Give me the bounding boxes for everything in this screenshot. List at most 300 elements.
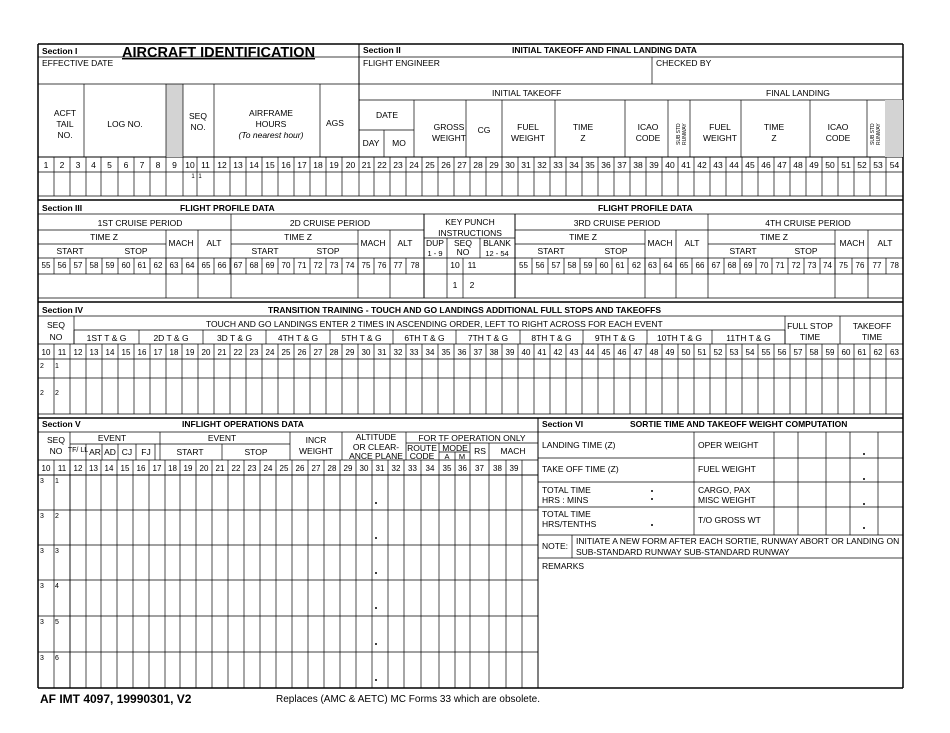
form-label: 11TH T & G [726, 333, 771, 343]
form-label: STOP [794, 246, 818, 256]
form-label: INSTRUCTIONS [438, 228, 502, 238]
form-label: 3D T & G [216, 333, 253, 343]
column-number: 15 [120, 464, 130, 473]
column-number: 30 [361, 348, 371, 357]
column-number: 1 [43, 160, 49, 170]
form-label: HRS/TENTHS [542, 519, 597, 529]
form-label: SUB STD [870, 123, 876, 145]
column-number: 78 [890, 261, 899, 270]
form-label: AR [89, 447, 101, 457]
form-label: DATE [375, 110, 399, 120]
decimal-dot [651, 490, 653, 492]
form-label: NOTE: [542, 541, 568, 551]
section-label: Section I [42, 46, 78, 56]
form-label: MACH [839, 238, 865, 248]
form-label: 3 [40, 478, 44, 485]
form-label: MISC WEIGHT [698, 495, 756, 505]
column-number: 2 [59, 160, 65, 170]
decimal-dot [863, 503, 865, 505]
column-number: 35 [585, 160, 595, 170]
column-number: 73 [329, 261, 339, 270]
column-number: 8 [155, 160, 161, 170]
column-number: 30 [359, 464, 369, 473]
column-number: 37 [617, 160, 627, 170]
column-number: 21 [217, 348, 227, 357]
form-label: 9TH T & G [594, 333, 636, 343]
column-number: 34 [425, 464, 435, 473]
form-label: INCR [305, 435, 327, 445]
column-number: 38 [633, 160, 643, 170]
form-label: TOUCH AND GO LANDINGS ENTER 2 TIMES IN ASCENDING ORDER, LEFT TO RIGHT ACROSS FOR EACH EVENT [206, 319, 663, 329]
form-label: HOURS [255, 119, 287, 129]
column-number: 46 [761, 160, 771, 170]
form-label: RS [474, 446, 486, 456]
form-label: 1 [452, 280, 458, 290]
form-label: WEIGHT [703, 133, 737, 143]
form-label: CODE [825, 133, 851, 143]
form-label: NO. [57, 130, 73, 140]
column-number: 22 [233, 348, 243, 357]
form-label: MO [392, 138, 406, 148]
column-number: 21 [361, 160, 372, 170]
column-number: 75 [839, 261, 848, 270]
form-label: SEQ [454, 238, 472, 248]
column-number: 45 [601, 348, 611, 357]
column-number: 17 [152, 464, 162, 473]
column-number: 47 [777, 160, 787, 170]
form-label: 5TH T & G [341, 333, 382, 343]
form-label: TIME [572, 122, 594, 132]
column-number: 50 [681, 348, 691, 357]
column-number: 39 [509, 464, 519, 473]
section-label: Section VI [542, 419, 584, 429]
column-number: 36 [601, 160, 611, 170]
column-number: 58 [567, 261, 577, 270]
form-label: FLIGHT ENGINEER [363, 58, 440, 68]
column-number: 13 [233, 160, 243, 170]
column-number: 65 [201, 261, 211, 270]
form-label: 3 [55, 548, 59, 555]
form-label: LANDING TIME (Z) [542, 440, 616, 450]
form-label: 2D T & G [153, 333, 189, 343]
column-number: 36 [458, 464, 467, 473]
column-number: 48 [793, 160, 803, 170]
form-label: REMARKS [542, 561, 585, 571]
form-label: 4TH T & G [277, 333, 319, 343]
form-label: WEIGHT [432, 133, 466, 143]
form-label: TAKEOFF [852, 321, 892, 331]
form-label: TIME Z [569, 232, 597, 242]
form-id: AF IMT 4097, 19990301, V2 [40, 692, 192, 706]
column-number: 23 [247, 464, 257, 473]
form-label: FJ [141, 447, 151, 457]
column-number: 41 [537, 348, 547, 357]
column-number: 64 [185, 261, 195, 270]
column-number: 77 [872, 261, 882, 270]
form-label: 2D CRUISE PERIOD [289, 218, 371, 228]
column-number: 11 [57, 464, 67, 473]
column-number: 43 [713, 160, 723, 170]
column-number: 60 [599, 261, 609, 270]
column-number: 72 [791, 261, 801, 270]
form-label: FUEL [709, 122, 731, 132]
column-number: 33 [409, 348, 419, 357]
form-label: SEQ [189, 111, 207, 121]
form-label: START [176, 447, 204, 457]
column-number: 74 [345, 261, 355, 270]
form-label: 1 - 9 [427, 249, 443, 258]
column-number: 52 [857, 160, 867, 170]
column-number: 46 [617, 348, 627, 357]
form-label: FULL STOP [787, 321, 833, 331]
form-label: SUB STD [676, 123, 682, 145]
form-label: TIME [861, 332, 883, 342]
column-number: 24 [265, 348, 275, 357]
form-label: STOP [124, 246, 148, 256]
decimal-dot [375, 537, 377, 539]
form-label: CHECKED BY [656, 58, 712, 68]
column-number: 13 [89, 348, 99, 357]
form-label: CARGO, PAX [698, 485, 751, 495]
column-number: 29 [345, 348, 355, 357]
column-number: 60 [841, 348, 851, 357]
form-label: FINAL LANDING [766, 88, 830, 98]
form-label: WEIGHT [299, 446, 333, 456]
form-label: 6TH T & G [404, 333, 445, 343]
form-label: 6 [55, 655, 59, 662]
form-label: 2 [40, 390, 44, 397]
column-number: 51 [841, 160, 851, 170]
column-number: 68 [249, 261, 259, 270]
section-title: AIRCRAFT IDENTIFICATION [122, 45, 316, 61]
column-number: 28 [473, 160, 483, 170]
form-label: T/O GROSS WT [698, 515, 761, 525]
column-number: 44 [585, 348, 595, 357]
section-title: INITIAL TAKEOFF AND FINAL LANDING DATA [512, 45, 697, 55]
column-number: 26 [297, 348, 307, 357]
form-label: CJ [121, 447, 133, 457]
form-label: TF/ LL [67, 447, 89, 454]
column-number: 30 [505, 160, 515, 170]
form-label: AGS [326, 118, 344, 128]
column-number: 32 [393, 348, 403, 357]
column-number: 61 [137, 261, 147, 270]
column-number: 38 [489, 348, 499, 357]
column-number: 24 [263, 464, 273, 473]
column-number: 78 [410, 261, 420, 270]
form-label: TOTAL TIME [542, 485, 591, 495]
column-number: 73 [807, 261, 817, 270]
section-label: Section III [42, 203, 83, 213]
form-label: SUB-STANDARD RUNWAY SUB-STANDARD RUNWAY [576, 547, 790, 557]
column-number: 65 [679, 261, 689, 270]
form-label: NO [456, 247, 470, 257]
form-label: STOP [316, 246, 340, 256]
form-label: TOTAL TIME [542, 509, 591, 519]
column-number: 77 [393, 261, 403, 270]
form-label: 11 [467, 260, 477, 270]
column-number: 42 [553, 348, 563, 357]
column-number: 4 [91, 160, 96, 170]
column-number: 12 [73, 464, 83, 473]
form-label: MACH [360, 238, 386, 248]
column-number: 7 [139, 160, 145, 170]
form-label: 3 [40, 619, 44, 626]
column-number: 19 [329, 160, 339, 170]
form-label: START [537, 246, 565, 256]
column-number: 20 [201, 348, 211, 357]
column-number: 35 [441, 348, 451, 357]
column-number: 20 [199, 464, 209, 473]
form-label: MACH [500, 446, 526, 456]
column-number: 3 [75, 160, 81, 170]
form-label: 3 [40, 655, 44, 662]
column-number: 24 [409, 160, 419, 170]
decimal-dot [651, 498, 653, 500]
form-label: INITIAL TAKEOFF [492, 88, 562, 98]
column-number: 56 [57, 261, 67, 270]
form-label: MACH [647, 238, 673, 248]
form-label: TAKE OFF TIME (Z) [542, 464, 619, 474]
column-number: 32 [537, 160, 547, 170]
column-number: 36 [457, 348, 467, 357]
form-label: ICAO [637, 122, 659, 132]
column-number: 22 [231, 464, 241, 473]
form-label: EVENT [97, 433, 127, 443]
form-label: AIRFRAME [249, 108, 293, 118]
form-label: EVENT [207, 433, 237, 443]
column-number: 63 [169, 261, 179, 270]
column-number: 57 [793, 348, 803, 357]
form-label: 2 [55, 513, 59, 520]
column-number: 59 [583, 261, 593, 270]
column-number: 64 [663, 261, 673, 270]
column-number: 39 [505, 348, 515, 357]
form-label: 5 [55, 619, 59, 626]
column-number: 15 [265, 160, 275, 170]
column-number: 59 [825, 348, 835, 357]
column-number: 14 [104, 464, 114, 473]
form-label: ANCE PLANE [349, 451, 403, 461]
column-number: 61 [615, 261, 625, 270]
form-label: ICAO [827, 122, 849, 132]
column-number: 49 [809, 160, 819, 170]
column-number: 58 [809, 348, 819, 357]
column-number: 70 [281, 261, 291, 270]
column-number: 50 [825, 160, 835, 170]
column-number: 16 [281, 160, 291, 170]
form-label: MODE [442, 443, 468, 453]
form-label: 1ST T & G [86, 333, 127, 343]
column-number: 10 [41, 348, 51, 357]
column-number: 49 [665, 348, 675, 357]
section-label: Section II [363, 45, 401, 55]
form-label: START [56, 246, 84, 256]
column-number: 52 [713, 348, 723, 357]
form-label: TIME Z [90, 232, 118, 242]
form-label: 3 [40, 583, 44, 590]
form-label: TIME Z [284, 232, 312, 242]
form-label: 1 [55, 478, 59, 485]
column-number: 67 [711, 261, 721, 270]
column-number: 63 [890, 348, 899, 357]
form-label: 1 [55, 363, 59, 370]
column-number: 23 [393, 160, 403, 170]
form-label: ALT [877, 238, 893, 248]
form-label: START [251, 246, 279, 256]
column-number: 33 [553, 160, 563, 170]
form-label: GROSS [433, 122, 465, 132]
form-label: ALT [684, 238, 700, 248]
decimal-dot [651, 524, 653, 526]
column-number: 28 [329, 348, 339, 357]
column-number: 19 [183, 464, 193, 473]
form-label: AD [104, 447, 116, 457]
column-number: 33 [408, 464, 417, 473]
section-title: FLIGHT PROFILE DATA [180, 203, 275, 213]
column-number: 32 [391, 464, 401, 473]
column-number: 54 [889, 160, 900, 170]
section-label: Section IV [42, 305, 84, 315]
section-title: INFLIGHT OPERATIONS DATA [182, 419, 304, 429]
section-title: FLIGHT PROFILE DATA [598, 203, 693, 213]
column-number: 53 [729, 348, 739, 357]
column-number: 37 [475, 464, 484, 473]
form-label: STOP [604, 246, 628, 256]
column-number: 69 [743, 261, 753, 270]
form-label: MACH [168, 238, 194, 248]
column-number: 76 [377, 261, 387, 270]
column-number: 39 [649, 160, 659, 170]
column-number: 40 [521, 348, 531, 357]
column-number: 14 [105, 348, 115, 357]
form-label: SEQ [47, 435, 65, 445]
form-label: 1ST CRUISE PERIOD [97, 218, 183, 228]
form-label: OPER WEIGHT [698, 440, 759, 450]
form-label: LOG NO. [107, 119, 143, 129]
column-number: 59 [105, 261, 115, 270]
column-number: 29 [489, 160, 499, 170]
column-number: 66 [695, 261, 705, 270]
form-label: RUNWAY [876, 123, 882, 145]
column-number: 5 [107, 160, 112, 170]
form-label: DAY [362, 138, 380, 148]
form-label: 4TH CRUISE PERIOD [765, 218, 851, 228]
form-label: START [729, 246, 757, 256]
column-number: 45 [745, 160, 755, 170]
form-label: CODE [409, 451, 435, 461]
form-label: M [458, 452, 466, 461]
column-number: 17 [297, 160, 307, 170]
column-number: 34 [425, 348, 435, 357]
decimal-dot [375, 607, 377, 609]
column-number: 42 [697, 160, 707, 170]
form-label: 12 - 54 [485, 249, 509, 258]
column-number: 22 [377, 160, 387, 170]
column-number: 11 [201, 160, 210, 170]
column-number: 69 [265, 261, 275, 270]
column-number: 13 [89, 464, 98, 473]
form-label: ALTITUDE [355, 432, 397, 442]
column-number: 70 [759, 261, 769, 270]
form-label: A [444, 452, 450, 461]
column-number: 14 [249, 160, 259, 170]
column-number: 12 [73, 348, 83, 357]
section-label: Section V [42, 419, 81, 429]
column-number: 16 [137, 348, 147, 357]
column-number: 55 [41, 261, 51, 270]
form-label: Z [580, 133, 586, 143]
column-number: 61 [857, 348, 867, 357]
form-label: Z [771, 133, 777, 143]
section-title: TRANSITION TRAINING - TOUCH AND GO LANDINGS ADDITIONAL FULL STOPS AND TAKEOFFS [268, 305, 662, 315]
decimal-dot [863, 478, 865, 480]
column-number: 53 [873, 160, 883, 170]
column-number: 63 [648, 261, 657, 270]
column-number: 35 [442, 464, 452, 473]
column-number: 27 [457, 160, 467, 170]
column-number: 20 [345, 160, 356, 170]
column-number: 71 [775, 261, 785, 270]
column-number: 26 [441, 160, 451, 170]
form-label: NO. [190, 122, 206, 132]
column-number: 25 [281, 348, 291, 357]
column-number: 37 [473, 348, 483, 357]
form-label: BLANK [483, 238, 511, 248]
column-number: 47 [633, 348, 643, 357]
shade-col [885, 100, 903, 157]
column-number: 48 [649, 348, 659, 357]
form-label: 2 [40, 363, 44, 370]
column-number: 28 [327, 464, 337, 473]
column-number: 1 [198, 174, 202, 180]
form-label: WEIGHT [511, 133, 545, 143]
form-label: TAIL [56, 119, 74, 129]
column-number: 31 [521, 160, 531, 170]
form-label: ROUTE [407, 443, 437, 453]
column-number: 75 [361, 261, 371, 270]
column-number: 18 [169, 348, 179, 357]
column-number: 9 [172, 160, 177, 170]
column-number: 18 [168, 464, 177, 473]
form-label: KEY PUNCH [445, 217, 495, 227]
column-number: 41 [681, 160, 691, 170]
column-number: 17 [153, 348, 163, 357]
column-number: 16 [136, 464, 146, 473]
form-label: 8TH T & G [531, 333, 572, 343]
column-number: 31 [375, 464, 385, 473]
column-number: 43 [569, 348, 579, 357]
column-number: 6 [123, 160, 129, 170]
form-label: SEQ [47, 320, 65, 330]
form-label: FUEL WEIGHT [698, 464, 756, 474]
form-label: ACFT [53, 108, 77, 118]
decimal-dot [375, 502, 377, 504]
column-number: 55 [519, 261, 528, 270]
form-label: FUEL [517, 122, 539, 132]
form-label: TIME [763, 122, 785, 132]
form-label: 3 [40, 548, 44, 555]
form-label: 10 [450, 260, 460, 270]
column-number: 68 [727, 261, 737, 270]
column-number: 15 [121, 348, 131, 357]
form-label: STOP [244, 447, 268, 457]
column-number: 56 [535, 261, 545, 270]
decimal-dot [375, 572, 377, 574]
column-number: 62 [632, 261, 641, 270]
column-number: 51 [697, 348, 707, 357]
column-number: 10 [41, 464, 51, 473]
